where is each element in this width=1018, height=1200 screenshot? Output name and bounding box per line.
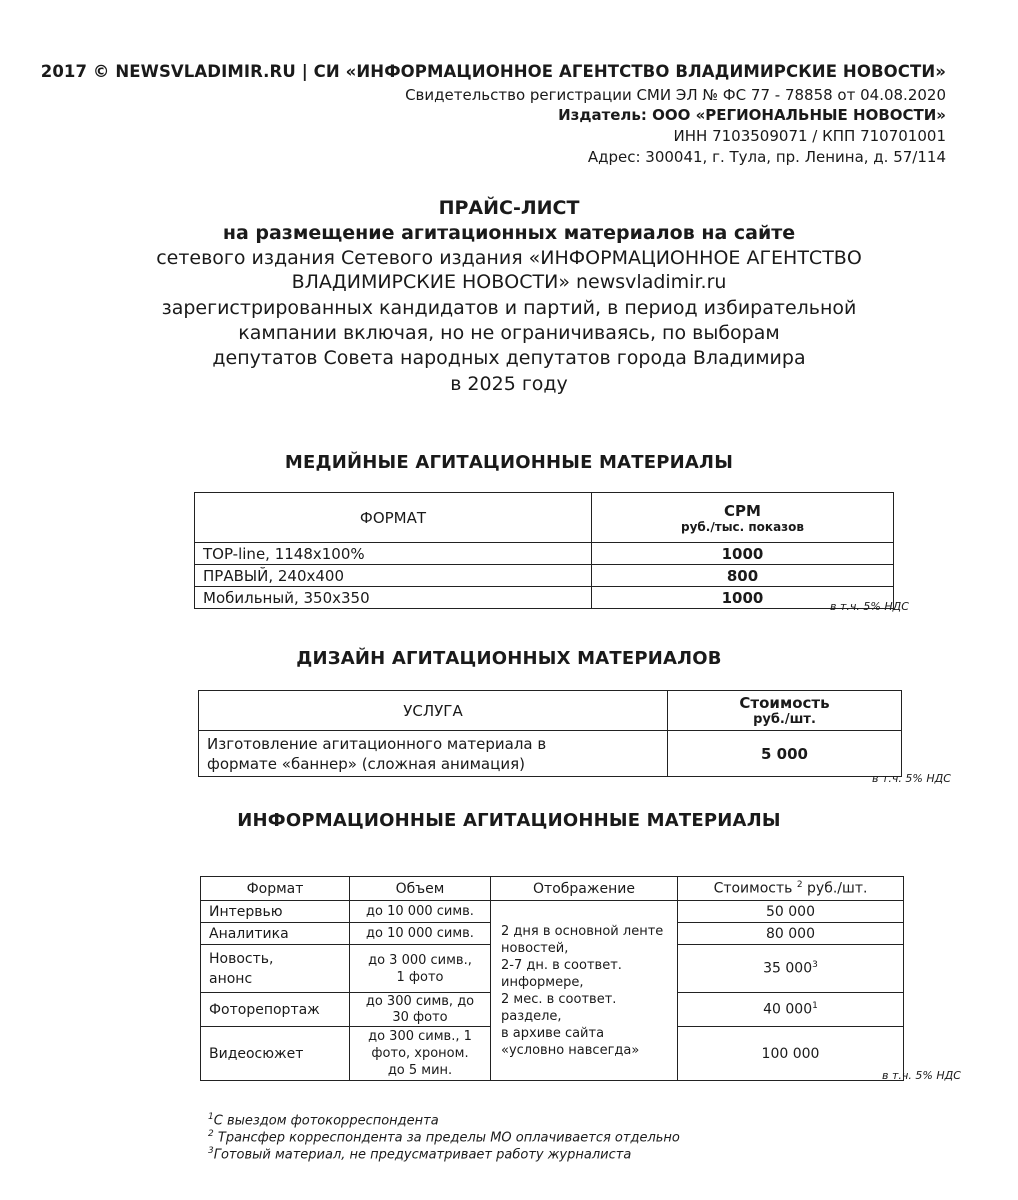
section-heading-media: МЕДИЙНЫЕ АГИТАЦИОННЫЕ МАТЕРИАЛЫ: [284, 452, 734, 473]
cell-display: [491, 901, 678, 1081]
header-line-registration: Свидетельство регистрации СМИ ЭЛ № ФС 77 - 78858 от 04.08.2020: [405, 86, 946, 104]
header-line-inn: ИНН 7103509071 / КПП 710701001: [673, 127, 946, 145]
cell-service: [199, 731, 668, 777]
table-header-row: [201, 877, 904, 901]
col-format: [195, 493, 592, 543]
cell-price: 1000: [592, 543, 894, 565]
cell-price: 800: [592, 565, 894, 587]
cell-format-line-1: Новость,: [209, 950, 274, 967]
col-cost-label: Стоимость: [713, 880, 793, 897]
cell-service-line-1: Изготовление агитационного материала в: [207, 734, 547, 753]
col-display: Отображение: [491, 877, 678, 901]
display-line: «условно навсегда»: [501, 1042, 640, 1058]
cell-volume: до 10 000 симв.: [350, 923, 491, 945]
col-cpm: [592, 493, 894, 543]
display-line: разделе,: [501, 1008, 562, 1024]
footnote-3: [208, 1146, 631, 1162]
cell-volume-line-2: фото, хроном.: [371, 1046, 469, 1061]
col-cost-label: Стоимость: [739, 694, 830, 712]
col-volume: Объем: [350, 877, 491, 901]
section-heading-design: ДИЗАЙН АГИТАЦИОННЫХ МАТЕРИАЛОВ: [296, 648, 722, 669]
display-line: 2 дня в основной ленте: [501, 923, 664, 939]
cell-format: TOP-line, 1148x100%: [195, 543, 592, 565]
footnote-ref: 3: [812, 960, 818, 971]
table-header-row: [195, 493, 894, 543]
vat-note-media: в т.ч. 5% НДС: [830, 600, 909, 613]
cell-volume: [350, 1027, 491, 1081]
cell-price-value: 40 000: [763, 1001, 813, 1018]
header-line-site: 2017 © NEWSVLADIMIR.RU | СИ «ИНФОРМАЦИОННОЕ АГЕНТСТВО ВЛАДИМИРСКИЕ НОВОСТИ»: [40, 62, 946, 81]
cell-format: Мобильный, 350x350: [195, 587, 592, 609]
doc-title-line-3: сетевого издания Сетевого издания «ИНФОРМАЦИОННОЕ АГЕНТСТВО: [156, 247, 862, 269]
doc-title-line-7: депутатов Совета народных депутатов города Владимира: [212, 347, 806, 369]
table-row: [195, 543, 894, 565]
doc-title-line-8: в 2025 году: [450, 373, 568, 395]
display-line: 2-7 дн. в соответ.: [501, 957, 622, 973]
doc-title-line-5: зарегистрированных кандидатов и партий, в период избирательной: [161, 297, 857, 319]
col-cpm-unit: руб./тыс. показов: [681, 519, 804, 534]
table-row: [195, 587, 894, 609]
cell-format: Интервью: [201, 901, 350, 923]
table-row: [201, 901, 904, 923]
cell-price: 80 000: [678, 923, 904, 945]
cell-volume: [350, 945, 491, 993]
footnote-1: [208, 1112, 439, 1128]
col-service: [199, 691, 668, 731]
vat-note-design: в т.ч. 5% НДС: [872, 772, 951, 785]
cell-format: Видеосюжет: [201, 1027, 350, 1081]
col-cost-unit: руб./шт.: [807, 880, 868, 897]
display-line: 2 мес. в соответ.: [501, 991, 617, 1007]
col-cost: [668, 691, 902, 731]
display-line: в архиве сайта: [501, 1025, 605, 1041]
cell-price: 100 000: [678, 1027, 904, 1081]
cell-volume-line-2: 30 фото: [392, 1009, 448, 1025]
cell-volume: до 10 000 симв.: [350, 901, 491, 923]
doc-title: ПРАЙС-ЛИСТ: [438, 197, 580, 219]
info-price-table: [200, 876, 904, 1081]
cell-volume-line-1: до 3 000 симв.,: [368, 952, 472, 968]
footnote-2: [208, 1129, 680, 1145]
footnote-mark: 3: [208, 1146, 214, 1156]
col-format-label: ФОРМАТ: [359, 508, 427, 527]
col-cpm-label: CPM: [724, 501, 761, 520]
cell-format: ПРАВЫЙ, 240x400: [195, 565, 592, 587]
table-header-row: [199, 691, 902, 731]
doc-subtitle: на размещение агитационных материалов на сайте: [222, 222, 796, 244]
doc-title-line-4: ВЛАДИМИРСКИЕ НОВОСТИ» newsvladimir.ru: [291, 271, 727, 293]
cell-price: 50 000: [678, 901, 904, 923]
cell-service-line-2: формате «баннер» (сложная анимация): [207, 754, 525, 773]
footnote-mark: 2: [208, 1129, 214, 1139]
cell-price: 1000: [592, 587, 894, 609]
cell-volume-line-1: до 300 симв., 1: [368, 1029, 472, 1044]
cell-volume-line-3: до 5 мин.: [387, 1063, 453, 1078]
cell-format-line-2: анонс: [209, 970, 253, 987]
table-row: [195, 565, 894, 587]
cell-format: Аналитика: [201, 923, 350, 945]
footnote-mark: 1: [208, 1112, 214, 1122]
display-line: новостей,: [501, 940, 569, 956]
design-price-table: [198, 690, 902, 777]
cell-price: 5 000: [668, 731, 902, 777]
vat-note-info: в т.ч. 5% НДС: [882, 1069, 961, 1082]
cell-format: Фоторепортаж: [201, 993, 350, 1027]
col-cost-unit: руб./шт.: [753, 712, 816, 727]
col-format: Формат: [201, 877, 350, 901]
footnote-text: Готовый материал, не предусматривает работу журналиста: [213, 1147, 632, 1163]
cell-volume-line-1: до 300 симв, до: [365, 993, 475, 1009]
header-line-address: Адрес: 300041, г. Тула, пр. Ленина, д. 57/114: [587, 148, 946, 166]
display-line: информере,: [501, 974, 584, 990]
section-heading-info: ИНФОРМАЦИОННЫЕ АГИТАЦИОННЫЕ МАТЕРИАЛЫ: [237, 810, 781, 831]
footnote-text: Трансфер корреспондента за пределы МО оплачивается отдельно: [217, 1130, 680, 1146]
footnote-ref: 2: [796, 880, 803, 891]
cell-volume: [350, 993, 491, 1027]
cell-price: [678, 945, 904, 993]
cell-format: [201, 945, 350, 993]
footnote-text: С выездом фотокорреспондента: [213, 1113, 439, 1129]
cell-price-value: 35 000: [763, 960, 813, 977]
header-line-publisher: Издатель: ООО «РЕГИОНАЛЬНЫЕ НОВОСТИ»: [558, 106, 946, 124]
footnote-ref: 1: [812, 1001, 818, 1012]
media-price-table: [194, 492, 894, 609]
col-cost: [678, 877, 904, 901]
cell-price: [678, 993, 904, 1027]
cell-volume-line-2: 1 фото: [396, 969, 444, 985]
doc-title-line-6: кампании включая, но не ограничиваясь, по выборам: [238, 322, 780, 344]
table-row: [199, 731, 902, 777]
col-service-label: УСЛУГА: [403, 701, 463, 720]
